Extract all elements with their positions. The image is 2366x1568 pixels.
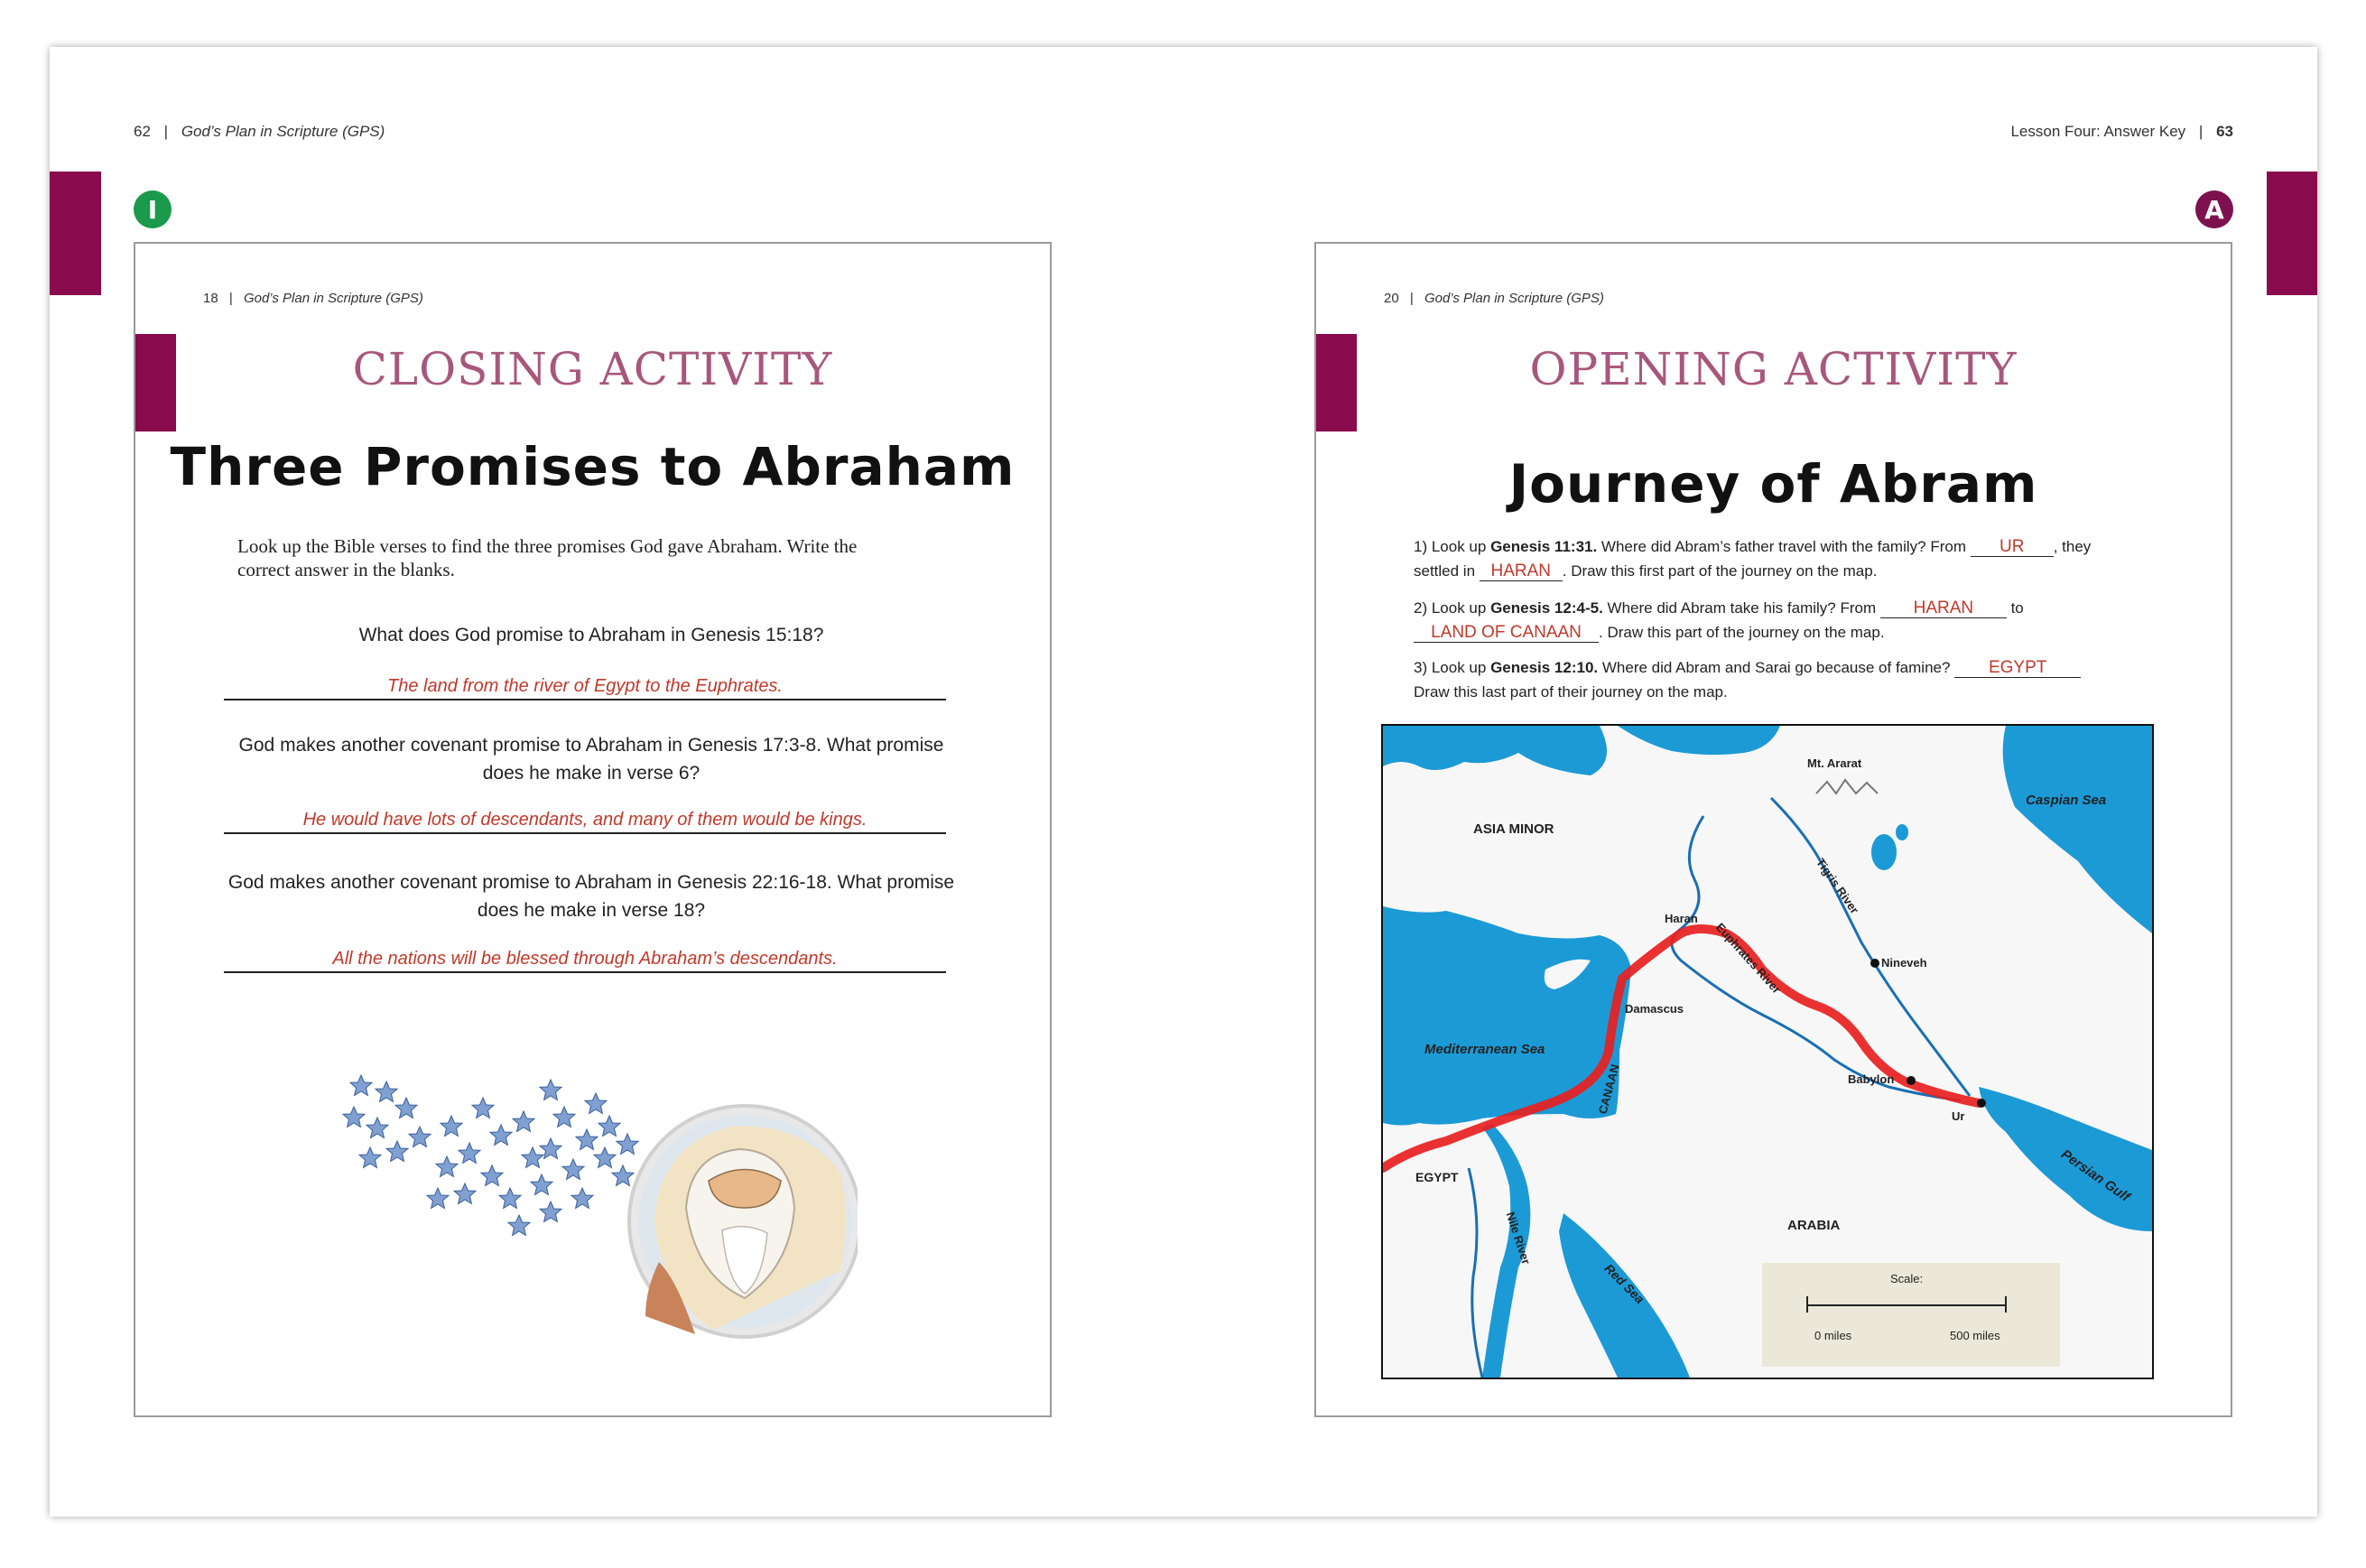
label-euphrates: Euphrates River <box>1712 920 1784 997</box>
answer-3: All the nations will be blessed through Abraham’s descendants. <box>224 949 946 973</box>
left-inner-page-number: 18 <box>203 291 218 306</box>
abraham-portrait <box>629 1106 858 1337</box>
label-mediterranean: Mediterranean Sea <box>1424 1042 1545 1057</box>
step-2: 2) Look up Genesis 12:4-5. Where did Abram take his family? From HARAN to LAND OF CANAAN . Draw this part of the journey on the map. <box>1414 598 2024 642</box>
label-red-sea: Red Sea <box>1601 1260 1647 1307</box>
blank-settled-haran: HARAN <box>1480 562 1563 581</box>
right-running-header: Lesson Four: Answer Key | 63 <box>2010 123 2233 140</box>
label-persian-gulf: Persian Gulf <box>2058 1146 2133 1205</box>
blank-from-haran: HARAN <box>1880 599 2007 618</box>
label-ur: Ur <box>1952 1109 1965 1123</box>
label-scale-0: 0 miles <box>1814 1329 1852 1342</box>
answer-2: He would have lots of descendants, and many of them would be kings. <box>224 810 946 834</box>
right-inner-header: 20 | God’s Plan in Scripture (GPS) <box>1384 291 1604 306</box>
closing-activity-title: CLOSING ACTIVITY <box>352 343 833 395</box>
right-header-label: Lesson Four: Answer Key <box>2010 123 2186 140</box>
label-nineveh: Nineveh <box>1881 956 1927 970</box>
blank-from-ur: UR <box>1971 538 2054 557</box>
label-tigris: Tigris River <box>1814 855 1862 917</box>
label-asia-minor: ASIA MINOR <box>1473 821 1554 837</box>
left-level-badge: I <box>134 190 172 228</box>
left-page-number: 62 <box>134 123 151 140</box>
label-haran: Haran <box>1665 912 1698 925</box>
left-inner-header: 18 | God’s Plan in Scripture (GPS) <box>203 291 423 306</box>
blank-to-canaan: LAND OF CANAAN <box>1414 624 1599 643</box>
promises-title: Three Promises to Abraham <box>170 436 1016 497</box>
label-arabia: ARABIA <box>1787 1218 1841 1233</box>
journey-map <box>1381 724 2154 1379</box>
answer-1: The land from the river of Egypt to the Euphrates. <box>224 676 946 700</box>
label-egypt: EGYPT <box>1415 1170 1459 1184</box>
question-1: What does God promise to Abraham in Genesis 15:18? <box>358 625 824 645</box>
label-scale: Scale: <box>1890 1272 1924 1285</box>
label-scale-500: 500 miles <box>1950 1329 2000 1342</box>
journey-title: Journey of Abram <box>1508 453 2038 515</box>
right-inner-page-number: 20 <box>1384 291 1399 306</box>
label-mt-ararat: Mt. Ararat <box>1807 756 1862 770</box>
label-caspian: Caspian Sea <box>2026 793 2107 808</box>
step-1: 1) Look up Genesis 11:31. Where did Abram’s father travel with the family? From UR , they settled in HARAN . Draw this first part of the journey on the map. <box>1414 537 2092 580</box>
label-nile: Nile River <box>1503 1210 1534 1266</box>
left-worksheet-page <box>134 242 1052 1417</box>
question-3: God makes another covenant promise to Abraham in Genesis 22:16-18. What promise does he make in verse 18? <box>227 872 955 921</box>
right-page-number: 63 <box>2216 123 2233 140</box>
label-babylon: Babylon <box>1848 1072 1895 1086</box>
left-inner-book-title: God’s Plan in Scripture (GPS) <box>243 291 423 306</box>
right-worksheet-page <box>1314 242 2232 1417</box>
step-3: 3) Look up Genesis 12:10. Where did Abram and Sarai go because of famine? EGYPT Draw this last part of their journey on the map. <box>1414 655 2154 704</box>
right-answer-badge: A <box>2195 190 2233 228</box>
right-edge-tab <box>2267 172 2317 295</box>
instructions: Look up the Bible verses to find the three promises God gave Abraham. Write the correct answer in the blanks. <box>237 535 858 580</box>
mediterranean-sea <box>1383 906 1631 1126</box>
opening-activity-title: OPENING ACTIVITY <box>1529 343 2018 395</box>
stars-illustration <box>334 1072 858 1352</box>
question-2: God makes another covenant promise to Abraham in Genesis 17:3-8. What promise does he make in verse 6? <box>238 735 944 784</box>
label-canaan: CANAAN <box>1595 1062 1622 1116</box>
left-book-title: God’s Plan in Scripture (GPS) <box>181 123 385 140</box>
label-damascus: Damascus <box>1625 1002 1684 1016</box>
blank-egypt: EGYPT <box>1954 659 2081 678</box>
right-inner-book-title: God’s Plan in Scripture (GPS) <box>1424 291 1604 306</box>
left-edge-tab <box>50 172 101 295</box>
left-running-header: 62 | God’s Plan in Scripture (GPS) <box>134 123 385 140</box>
